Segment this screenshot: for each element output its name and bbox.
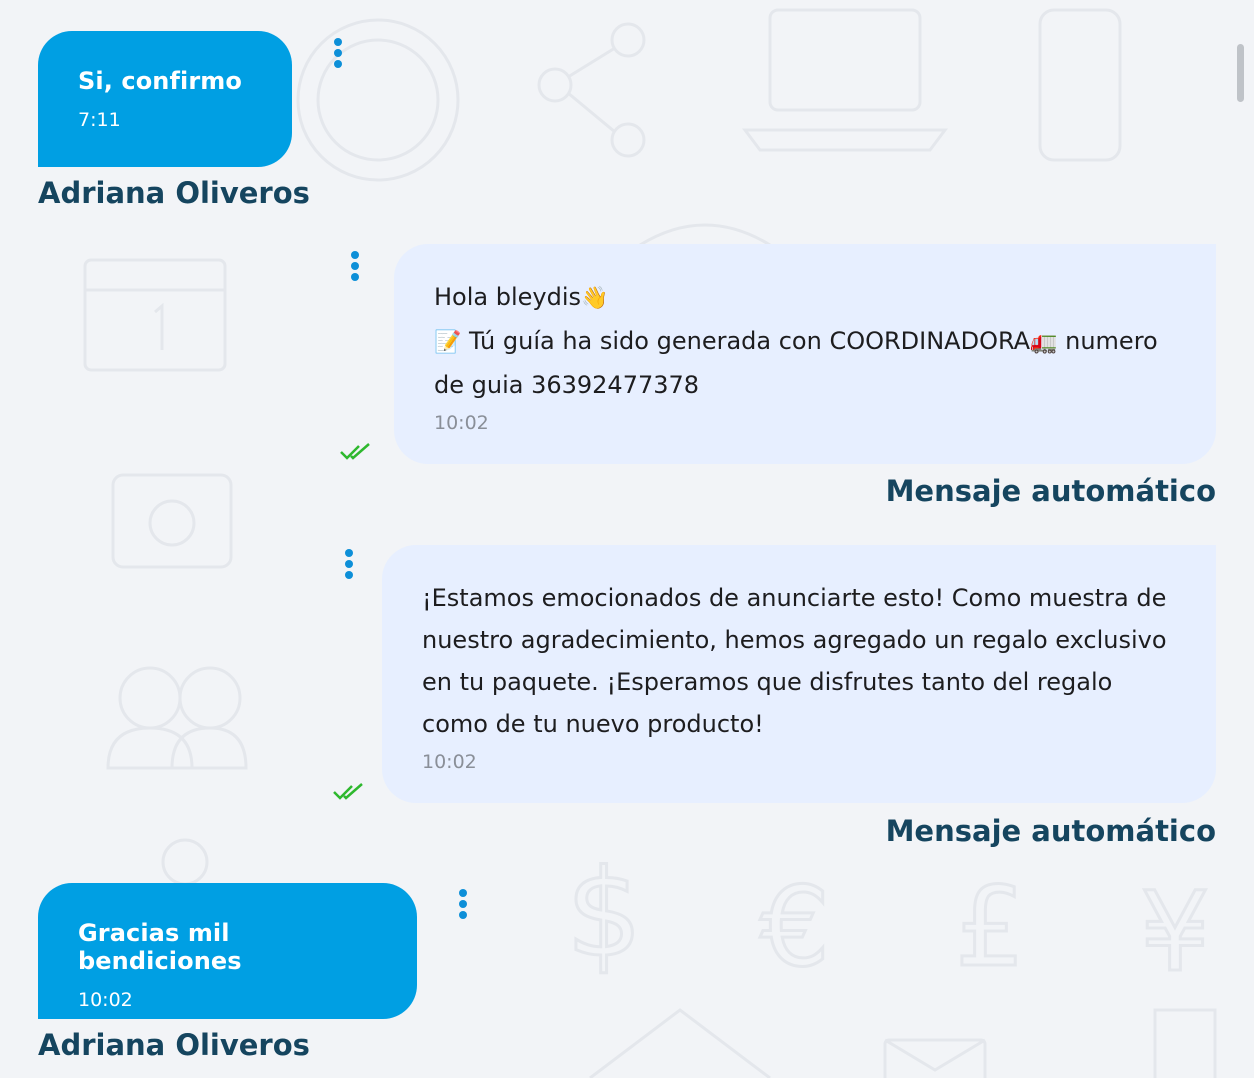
message-options-button[interactable] xyxy=(342,549,356,579)
automatic-message-label: Mensaje automático xyxy=(885,474,1216,508)
more-vertical-icon xyxy=(345,549,353,557)
greeting-text: Hola bleydis xyxy=(434,283,582,311)
guide-text: Tú guía ha sido generada con COORDINADORA xyxy=(461,327,1031,355)
svg-text:¥: ¥ xyxy=(1140,868,1210,996)
message-text: Gracias mil bendiciones xyxy=(78,919,242,975)
message-text: Si, confirmo xyxy=(78,67,242,95)
message-time: 10:02 xyxy=(422,751,477,773)
sender-name: Adriana Oliveros xyxy=(38,176,310,210)
outgoing-message-bubble xyxy=(394,244,1216,464)
incoming-message-bubble xyxy=(38,883,417,1019)
more-vertical-icon xyxy=(334,38,342,46)
message-time: 10:02 xyxy=(78,989,133,1011)
message-options-button[interactable] xyxy=(331,38,345,68)
message-time: 10:02 xyxy=(434,412,489,434)
message-options-button[interactable] xyxy=(456,889,470,919)
message-text: ¡Estamos emocionados de anunciarte esto! Como muestra de nuestro agradecimiento, hemos agregado un regalo exclusivo en tu paquete. ¡Esperamos que disfrutes tanto del regalo como de tu nuevo producto! xyxy=(422,584,1167,738)
waving-hand-icon: 👋 xyxy=(581,286,609,311)
scrollbar-thumb[interactable] xyxy=(1237,44,1244,102)
svg-text:£: £ xyxy=(955,863,1025,991)
message-text xyxy=(434,276,1176,406)
double-check-icon xyxy=(339,442,373,462)
memo-icon: 📝 xyxy=(434,330,462,355)
sender-name: Adriana Oliveros xyxy=(38,1028,310,1062)
automatic-message-label: Mensaje automático xyxy=(885,814,1216,848)
double-check-icon xyxy=(332,782,366,802)
message-time: 7:11 xyxy=(78,109,121,131)
truck-icon: 🚛 xyxy=(1030,330,1058,355)
svg-text:€: € xyxy=(760,863,830,991)
incoming-message-bubble xyxy=(38,31,292,167)
svg-text:$: $ xyxy=(566,845,643,984)
message-options-button[interactable] xyxy=(348,251,362,281)
guide-number-text: numero de guia 36392477378 xyxy=(434,327,1158,399)
more-vertical-icon xyxy=(351,251,359,259)
outgoing-message-bubble xyxy=(382,545,1216,803)
more-vertical-icon xyxy=(459,889,467,897)
